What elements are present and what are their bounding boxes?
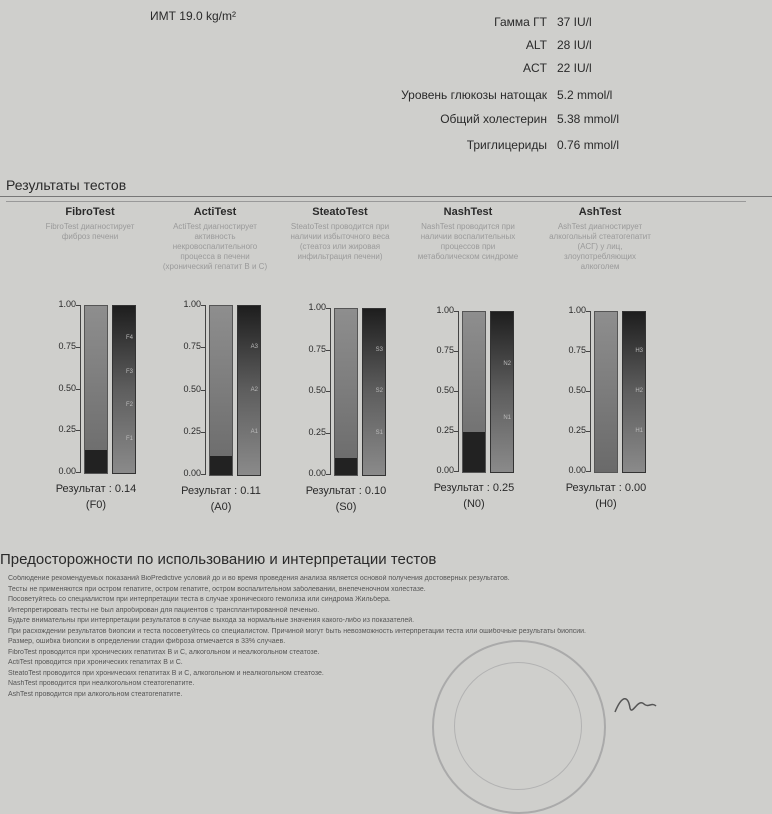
score-bar	[462, 311, 486, 473]
score-fill	[210, 456, 232, 475]
tick-label: 0.50	[568, 385, 586, 395]
caution-line: Тесты не применяются при остром гепатите, остром гепатите, остром воспалительном заболевании, внепеченочном холестазе.	[8, 585, 426, 593]
section-divider-thin	[6, 201, 746, 202]
result-code: (A0)	[210, 501, 232, 513]
tick-mark	[326, 474, 331, 475]
tick-label: 1.00	[308, 302, 326, 312]
section-title: Результаты тестов	[6, 177, 127, 193]
caution-title: Предосторожности по использованию и интерпретации тестов	[0, 551, 437, 568]
tick-mark	[454, 351, 459, 352]
test-name: SteatoTest	[312, 206, 368, 218]
scale-mark: F1	[125, 435, 133, 442]
tick-label: 1.00	[568, 305, 586, 315]
caution-line: SteatoTest проводится при хронических гепатитах B и C, алкогольном и неалкогольном стеатозе.	[8, 669, 324, 677]
lab-value: 5.38 mmol/l	[557, 112, 620, 126]
tick-label: 1.00	[436, 305, 454, 315]
tick-mark	[76, 347, 81, 348]
tick-mark	[586, 431, 591, 432]
lab-value: 5.2 mmol/l	[557, 88, 613, 102]
bmi-value: ИМТ 19.0 kg/m²	[150, 9, 236, 23]
tick-label: 0.00	[183, 468, 201, 478]
caution-line: Размер, ошибка биопсии в определении стадии фиброза отмечается в 33% случаев.	[8, 638, 286, 645]
score-fill	[463, 432, 485, 472]
caution-line: Интерпретировать тесты не был апробирован для пациентов с трансплантированной печенью.	[8, 606, 320, 614]
stamp-icon	[432, 640, 606, 814]
signature-icon	[610, 690, 660, 718]
result-label: Результат : 0.10	[305, 485, 387, 497]
test-name: ActiTest	[193, 206, 237, 218]
tick-label: 0.25	[436, 425, 454, 435]
tick-mark	[586, 471, 591, 472]
lab-label: ACT	[523, 61, 547, 75]
lab-value: 0.76 mmol/l	[557, 138, 620, 152]
severity-scale-bar	[237, 305, 261, 476]
tick-label: 0.75	[183, 341, 201, 352]
tick-label: 0.50	[308, 385, 326, 395]
section-divider	[0, 196, 772, 197]
scale-mark: S2	[375, 388, 383, 394]
tick-label: 0.00	[568, 465, 586, 475]
tick-mark	[326, 391, 331, 392]
tick-mark	[76, 305, 81, 306]
tick-label: 0.75	[436, 345, 454, 355]
tick-mark	[326, 433, 331, 434]
test-name: NashTest	[443, 206, 493, 218]
tick-mark	[201, 305, 206, 306]
scale-mark: N1	[503, 414, 511, 421]
result-code: (H0)	[595, 498, 617, 510]
tick-label: 0.75	[58, 340, 76, 351]
test-description: NashTest проводится при наличии воспалительных процессов при метаболическом синдроме	[417, 222, 519, 261]
tick-label: 0.50	[436, 385, 454, 395]
scale-mark: S1	[375, 429, 383, 436]
caution-line: При расхождении результатов биопсии и теста посоветуйтесь со специалистом. Причиной могут быть невозможность интерпретации теста или ошибочные результаты биопсии.	[8, 627, 587, 635]
caution-line: Соблюдение рекомендуемых показаний BioPredictive условий до и во время проведения анализа является основой получения достоверных результатов.	[8, 575, 510, 582]
scale-mark: F4	[125, 335, 133, 342]
lab-value: 28 IU/l	[557, 38, 592, 52]
scale-mark: F3	[125, 368, 133, 375]
tick-mark	[586, 351, 591, 352]
scale-mark: H2	[635, 388, 643, 394]
tick-label: 0.50	[58, 382, 76, 393]
tick-mark	[201, 347, 206, 348]
tick-mark	[326, 308, 331, 309]
test-description: ActiTest диагностирует активность некровоспалительного процесса в печени (хронический гепатит B и C)	[162, 222, 268, 271]
tick-mark	[326, 350, 331, 351]
tick-label: 0.75	[308, 343, 326, 354]
result-code: (F0)	[85, 499, 107, 511]
score-bar	[209, 305, 233, 476]
scale-mark: H3	[635, 348, 643, 354]
score-bar	[334, 308, 358, 476]
scale-mark: A1	[250, 428, 258, 435]
caution-line: FibroTest проводится при хронических гепатитах B и C, алкогольном и неалкогольном стеатозе.	[8, 648, 320, 656]
scale-mark: N2	[503, 361, 511, 368]
result-code: (S0)	[335, 501, 357, 513]
lab-label: Уровень глюкозы натощак	[401, 88, 547, 102]
tick-label: 0.25	[183, 425, 201, 436]
lab-label: Общий холестерин	[440, 112, 547, 126]
tick-label: 0.00	[58, 466, 76, 476]
tick-label: 0.00	[436, 465, 454, 475]
tick-label: 0.25	[308, 426, 326, 437]
caution-line: Посоветуйтесь со специалистом при интерпретации теста в случае хронического гемолиза или синдрома Жильбера.	[8, 596, 391, 603]
lab-label: Гамма ГТ	[494, 15, 547, 29]
lab-value: 37 IU/l	[557, 15, 592, 29]
result-label: Результат : 0.11	[181, 485, 261, 497]
result-code: (N0)	[463, 498, 485, 510]
tick-mark	[454, 431, 459, 432]
score-fill	[335, 458, 357, 475]
score-bar	[594, 311, 618, 473]
test-description: FibroTest диагностирует фиброз печени	[45, 222, 135, 241]
tick-mark	[586, 311, 591, 312]
caution-line: AshTest проводится при алкогольном стеатогепатите.	[8, 690, 183, 698]
tick-mark	[454, 471, 459, 472]
severity-scale-bar	[622, 311, 646, 473]
tick-mark	[201, 390, 206, 391]
tick-label: 0.25	[58, 424, 76, 435]
scale-mark: A3	[250, 344, 258, 351]
tick-mark	[201, 474, 206, 475]
severity-scale-bar	[112, 305, 136, 474]
tick-mark	[454, 391, 459, 392]
tick-label: 0.00	[308, 468, 326, 478]
severity-scale-bar	[490, 311, 514, 473]
result-label: Результат : 0.25	[433, 482, 515, 494]
caution-line: NashTest проводится при неалкогольном стеатогепатите.	[8, 680, 195, 687]
lab-label: Триглицериды	[466, 138, 547, 152]
result-label: Результат : 0.14	[55, 483, 137, 495]
tick-label: 0.50	[183, 383, 201, 394]
scale-mark: S3	[375, 346, 383, 353]
tick-label: 1.00	[58, 299, 76, 309]
tick-mark	[76, 430, 81, 431]
tick-mark	[201, 432, 206, 433]
tick-label: 0.75	[568, 345, 586, 355]
scale-mark: F2	[125, 402, 133, 409]
tick-mark	[76, 389, 81, 390]
tick-label: 1.00	[183, 299, 201, 309]
scale-mark: A2	[250, 386, 258, 393]
lab-value: 22 IU/l	[557, 61, 592, 75]
caution-line: Будьте внимательны при интерпретации результатов в случае выхода за нормальные значения какого-либо из показателей.	[8, 617, 415, 624]
caution-line: ActiTest проводится при хронических гепатитах B и C.	[8, 659, 183, 666]
tick-mark	[586, 391, 591, 392]
scale-mark: H1	[635, 428, 643, 434]
score-fill	[85, 450, 107, 473]
tick-mark	[454, 311, 459, 312]
test-name: AshTest	[578, 206, 622, 218]
lab-label: ALT	[525, 38, 547, 52]
score-bar	[84, 305, 108, 474]
test-description: SteatoTest проводится при наличии избыточного веса (стеатоз или жировая инфильтрация печени)	[290, 222, 390, 261]
tick-mark	[76, 472, 81, 473]
result-label: Результат : 0.00	[565, 482, 647, 494]
test-name: FibroTest	[65, 206, 115, 218]
test-description: AshTest диагностирует алкогольный стеатогепатит (АСГ) у лиц, злоупотребляющих алкоголем	[549, 222, 651, 271]
tick-label: 0.25	[568, 425, 586, 435]
severity-scale-bar	[362, 308, 386, 476]
